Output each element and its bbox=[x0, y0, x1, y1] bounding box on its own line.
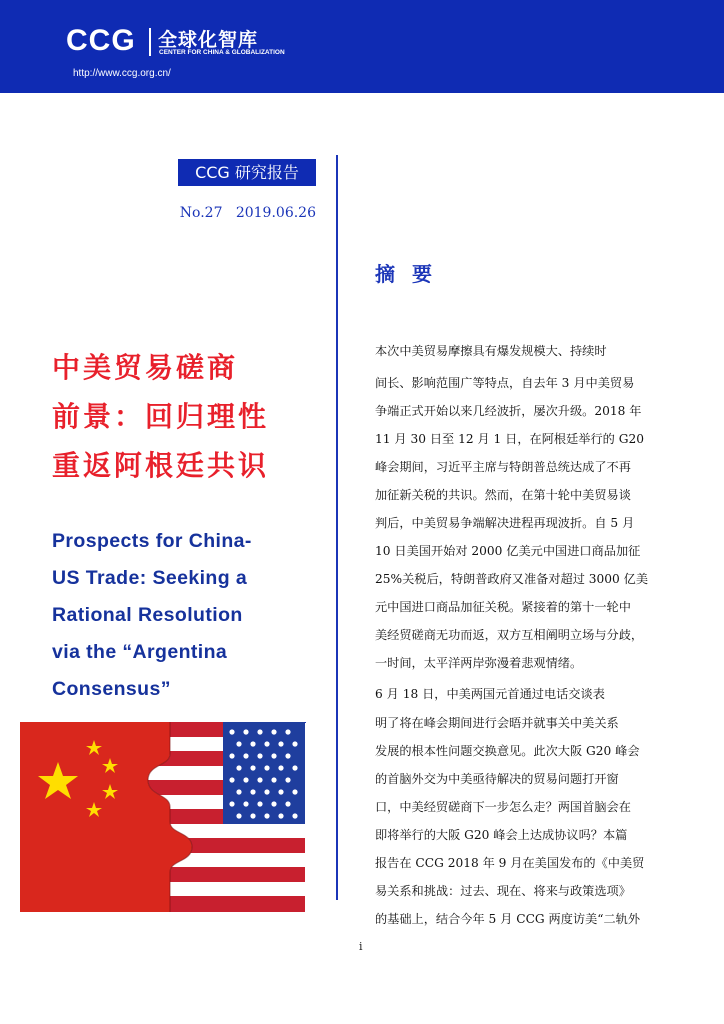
abstract-heading: 摘 要 bbox=[375, 262, 437, 286]
china-flag-piece bbox=[20, 722, 195, 912]
title-cn-line: 中美贸易磋商 bbox=[52, 351, 239, 384]
abstract-line: 发展的根本性问题交换意见。此次大阪 G20 峰会 bbox=[375, 744, 640, 758]
abstract-line: 报告在 CCG 2018 年 9 月在美国发布的《中美贸 bbox=[375, 856, 645, 870]
abstract-line: 即将举行的大阪 G20 峰会上达成协议吗？本篇 bbox=[375, 828, 628, 842]
logo-en: CENTER FOR CHINA & GLOBALIZATION bbox=[159, 49, 285, 56]
abstract-line: 易关系和挑战：过去、现在、将来与政策选项》 bbox=[375, 884, 631, 898]
logo-ccg: CCG bbox=[66, 24, 136, 57]
header-banner bbox=[0, 0, 724, 93]
logo-divider bbox=[149, 28, 151, 56]
report-number-date: No.27 2019.06.26 bbox=[179, 205, 316, 221]
website-url[interactable]: http://www.ccg.org.cn/ bbox=[73, 68, 171, 79]
report-badge: CCG 研究报告 bbox=[178, 159, 316, 186]
logo-cn: 全球化智库 bbox=[158, 29, 259, 51]
abstract-line: 加征新关税的共识。然而，在第十轮中美贸易谈 bbox=[375, 488, 631, 502]
title-en-line: Rational Resolution bbox=[52, 604, 243, 626]
abstract-line: 间长、影响范围广等特点，自去年 3 月中美贸易 bbox=[375, 376, 635, 390]
abstract-line: 一时间，太平洋两岸弥漫着悲观情绪。 bbox=[375, 656, 583, 670]
abstract-line: 明了将在峰会期间进行会晤并就事关中美关系 bbox=[375, 716, 619, 730]
abstract-line: 10 日美国开始对 2000 亿美元中国进口商品加征 bbox=[375, 544, 641, 558]
abstract-line: 美经贸磋商无功而返，双方互相阐明立场与分歧， bbox=[375, 628, 644, 642]
abstract-line: 11 月 30 日至 12 月 1 日，在阿根廷举行的 G20 bbox=[375, 432, 644, 446]
title-en-line: via the “Argentina bbox=[52, 641, 228, 663]
abstract-line: 25%关税后，特朗普政府又准备对超过 3000 亿美 bbox=[375, 572, 649, 586]
abstract-line: 的首脑外交为中美亟待解决的贸易问题打开窗 bbox=[375, 772, 619, 786]
title-en-line: Consensus” bbox=[52, 678, 171, 700]
title-en-line: Prospects for China- bbox=[52, 530, 252, 552]
abstract-line: 峰会期间，习近平主席与特朗普总统达成了不再 bbox=[375, 460, 631, 474]
abstract-line: 6 月 18 日，中美两国元首通过电话交谈表 bbox=[375, 687, 605, 701]
abstract-line: 口，中美经贸磋商下一步怎么走？两国首脑会在 bbox=[375, 800, 631, 814]
abstract-line: 的基础上，结合今年 5 月 CCG 两度访美“二轨外 bbox=[375, 912, 641, 926]
china-us-flag-puzzle-image bbox=[20, 722, 305, 912]
title-cn-line: 前景：回归理性 bbox=[52, 400, 270, 433]
abstract-line: 争端正式开始以来几经波折，屡次升级。2018 年 bbox=[375, 404, 642, 418]
abstract-line: 本次中美贸易摩擦具有爆发规模大、持续时 bbox=[375, 344, 607, 358]
abstract-line: 判后，中美贸易争端解决进程再现波折。自 5 月 bbox=[375, 516, 635, 530]
page-number: i bbox=[359, 940, 363, 953]
abstract-line: 元中国进口商品加征关税。紧接着的第十一轮中 bbox=[375, 600, 631, 614]
title-cn-line: 重返阿根廷共识 bbox=[52, 449, 270, 482]
title-en-line: US Trade: Seeking a bbox=[52, 567, 248, 589]
vertical-divider bbox=[336, 155, 338, 900]
